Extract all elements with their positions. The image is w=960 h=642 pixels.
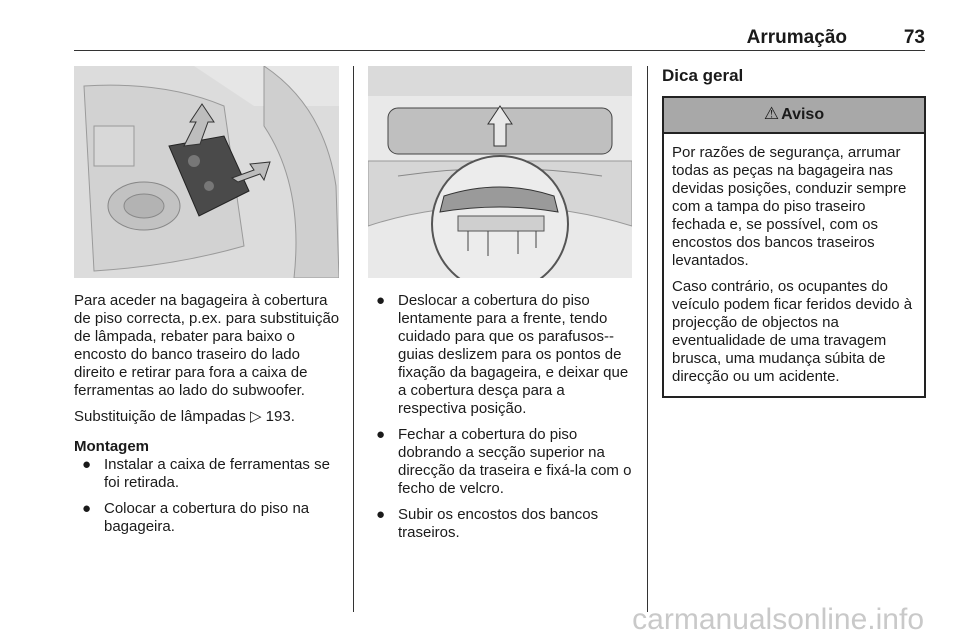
page-title: Arrumação xyxy=(746,27,847,48)
bullet-icon: ● xyxy=(82,500,92,517)
warning-body xyxy=(664,134,924,396)
column-divider-right xyxy=(647,66,648,612)
xref-page-link[interactable]: 193. xyxy=(265,408,295,425)
bullet-icon: ● xyxy=(376,506,386,523)
warning-box xyxy=(662,96,926,398)
bullet-icon: ● xyxy=(376,292,386,309)
warning-triangle-icon: ⚠ xyxy=(763,104,780,123)
bullet-icon: ● xyxy=(376,426,386,443)
list-item: ● Deslocar a cobertura do piso lentamente para a frente, tendo cuidado para que os parafusos--guias deslizem para os pontos de fixação da bagageira, e deixar que a cobertura desça para a respectiva posição. xyxy=(376,292,629,417)
xref-arrow-icon: ▷ xyxy=(249,408,262,425)
column-left-text xyxy=(74,292,340,544)
warning-title: Aviso xyxy=(781,106,825,123)
intro-paragraph: Para aceder na bagageira à cobertura de piso correcta, p.ex. para substituição de lâmpada, rebater para baixo o encosto do banco traseiro do lado direito e retirar para fora a caixa de ferramentas ao lado do subwoofer. xyxy=(74,292,340,399)
floor-cover-illustration xyxy=(368,66,632,278)
column-middle-text xyxy=(368,292,634,550)
column-right xyxy=(662,66,926,398)
bullet-icon: ● xyxy=(82,456,92,473)
warning-paragraph: Caso contrário, os ocupantes do veículo podem ficar feridos devido à projecção de objectos na eventualidade de uma travagem brusca, uma mudança súbita de direcção ou um acidente. xyxy=(672,278,913,385)
list-item: ● Instalar a caixa de ferramentas se foi retirada. xyxy=(82,456,330,491)
cross-reference xyxy=(74,408,340,426)
column-divider-left xyxy=(353,66,354,612)
trunk-toolbox-illustration xyxy=(74,66,339,278)
header-rule xyxy=(74,50,925,51)
list-item: ● Subir os encostos dos bancos traseiros. xyxy=(376,506,599,541)
list-item: ● Fechar a cobertura do piso dobrando a secção superior na direcção da traseira e fixá-la com o fecho de velcro. xyxy=(376,426,632,497)
page-number: 73 xyxy=(903,27,925,48)
list-item: ● Colocar a cobertura do piso na bagageira. xyxy=(82,500,310,535)
montagem-heading: Montagem xyxy=(74,438,149,455)
xref-label: Substituição de lâmpadas xyxy=(74,408,246,425)
site-watermark: carmanualsonline.info xyxy=(632,603,924,636)
warning-paragraph: Por razões de segurança, arrumar todas as peças na bagageira nas devidas posições, conduzir sempre com a tampa do piso traseiro fechada e, se possível, com os encostos dos bancos traseiros levantados. xyxy=(672,144,907,269)
page-header xyxy=(74,24,925,51)
warning-header xyxy=(664,98,924,134)
section-heading: Dica geral xyxy=(662,66,744,85)
